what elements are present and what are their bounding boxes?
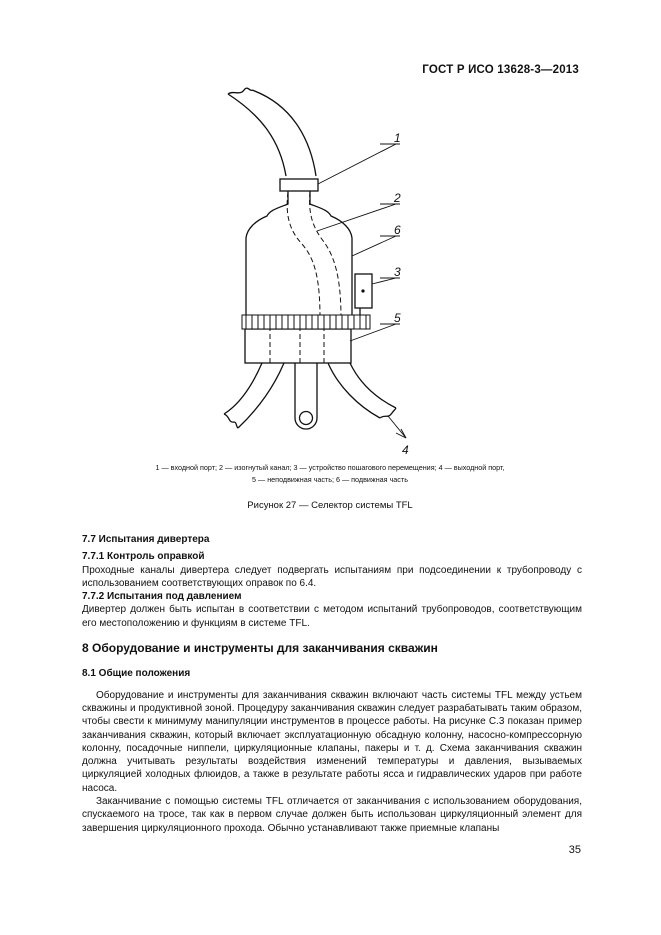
moving-part-body: [246, 191, 352, 318]
inlet-pipe-right-wall: [252, 90, 316, 176]
outlet-pipe-center-end: [295, 418, 317, 429]
section-7-7-2-title: 7.7.2 Испытания под давлением: [82, 591, 242, 603]
leader-3: [372, 278, 396, 284]
section-8-1-title: 8.1 Общие положения: [82, 668, 191, 680]
section-8-1-paragraph-2: Заканчивание с помощью системы TFL отличается от заканчивания с использованием оборудования, спускаемого на тросе, так как в первом случае должен быть использован циркуляционный элемент для завершения циркуляционного прохода. Обычно устанавливают также приемные клапаны: [82, 796, 582, 834]
section-7-7-2-text: Дивертер должен быть испытан в соответствии с методом испытаний трубопроводов, соответствующим его местоположению и функциям в системе TFL.: [82, 604, 582, 629]
outlet-pipe-left-a: [224, 363, 262, 414]
curved-channel-wall-a: [287, 192, 320, 318]
leader-1: [318, 144, 396, 184]
tfl-selector-drawing: [200, 86, 440, 456]
label-5: 5: [394, 311, 401, 325]
page-number: 35: [568, 844, 581, 856]
section-8-1-paragraph-1: Оборудование и инструменты для заканчивания скважин включают часть системы TFL между устьем скважины и продуктивной зоной. Процедуру заканчивания скважин следует разрабатывать таким образом, чтобы свести к минимуму манипуляции инструментов в процессе работы. На рисунке С.3 показан пример заканчивания скважин, который включает эксплуатационную обсадную колонну, насосно-компрессорную колонну, посадочные ниппели, циркуляционные клапаны, пакеры и т. д. Схема заканчивания скважин должна учитывать результаты воздействия изменений температуры и давления, вызываемых циркуляцией холодных флюидов, а также в результате работы ясса и гидравлических ударов при работе насоса.: [82, 689, 582, 794]
label-1: 1: [394, 131, 401, 145]
figure-legend-line-2: 5 — неподвижная часть; 6 — подвижная часть: [252, 475, 408, 484]
label-6: 6: [394, 223, 401, 237]
section-7-7-1-title: 7.7.1 Контроль оправкой: [82, 551, 205, 563]
section-7-7-title: 7.7 Испытания дивертера: [82, 534, 210, 545]
figure-caption: Рисунок 27 — Селектор системы TFL: [247, 500, 413, 511]
leader-2: [317, 204, 396, 231]
outlet-pipe-left-b: [238, 363, 284, 428]
document-header: ГОСТ Р ИСО 13628-3—2013: [422, 64, 579, 76]
outlet-pipe-left-break: [224, 414, 238, 428]
inlet-pipe-break: [228, 88, 252, 94]
fixed-part-body: [245, 329, 351, 363]
section-7-7-1-text: Проходные каналы дивертера следует подвергать испытаниям при подсоединении к трубопроводу с использованием соответствующих оправок по 6.4.: [82, 564, 582, 589]
inlet-port-collar: [280, 179, 318, 191]
leader-4: [388, 416, 406, 438]
label-2: 2: [394, 191, 401, 205]
label-4: 4: [402, 443, 409, 456]
inlet-pipe-left-wall: [228, 94, 286, 176]
section-8-title: 8 Оборудование и инструменты для заканчивания скважин: [82, 641, 438, 656]
figure-legend-line-1: 1 — входной порт; 2 — изогнутый канал; 3 — устройство пошагового перемещения; 4 — выходной порт,: [155, 463, 505, 472]
leader-6: [352, 236, 396, 256]
label-3: 3: [394, 265, 401, 279]
